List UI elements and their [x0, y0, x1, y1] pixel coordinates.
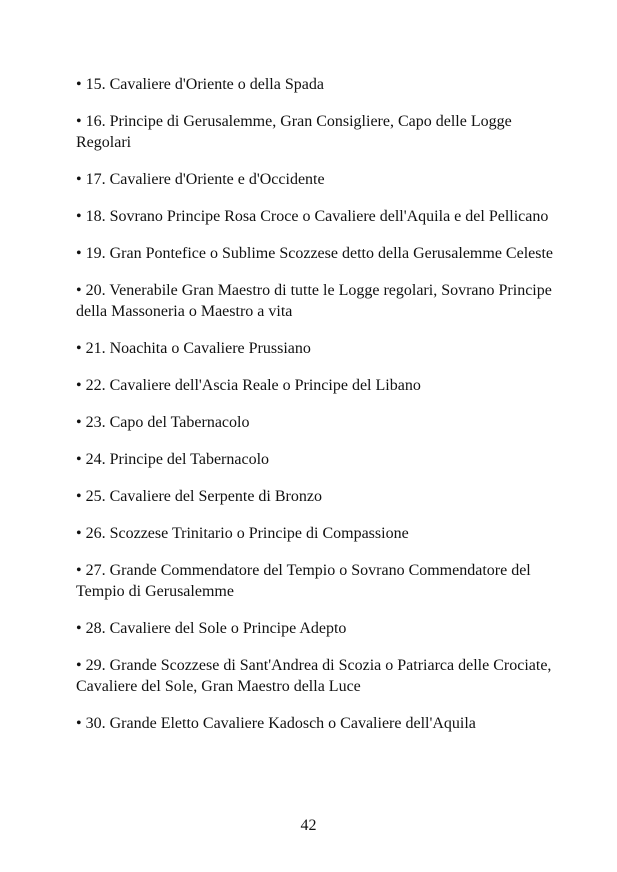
- degree-list: [76, 74, 556, 750]
- list-item: • 29. Grande Scozzese di Sant'Andrea di Scozia o Patriarca delle Crociate, Cavaliere del Sole, Gran Maestro della Luce: [76, 657, 552, 695]
- list-item: • 21. Noachita o Cavaliere Prussiano: [76, 340, 311, 357]
- list-item: • 18. Sovrano Principe Rosa Croce o Cavaliere dell'Aquila e del Pellicano: [76, 208, 549, 225]
- list-item: • 25. Cavaliere del Serpente di Bronzo: [76, 488, 322, 505]
- page-number: 42: [300, 817, 317, 834]
- list-item: • 17. Cavaliere d'Oriente e d'Occidente: [76, 171, 325, 188]
- list-item: • 20. Venerabile Gran Maestro di tutte le Logge regolari, Sovrano Principe della Massoneria o Maestro a vita: [76, 282, 552, 320]
- list-item: • 19. Gran Pontefice o Sublime Scozzese detto della Gerusalemme Celeste: [76, 245, 554, 262]
- list-item: • 16. Principe di Gerusalemme, Gran Consigliere, Capo delle Logge Regolari: [76, 113, 512, 151]
- list-item: • 22. Cavaliere dell'Ascia Reale o Principe del Libano: [76, 377, 421, 394]
- list-item: • 28. Cavaliere del Sole o Principe Adepto: [76, 620, 347, 637]
- list-item: • 23. Capo del Tabernacolo: [76, 414, 250, 431]
- list-item: • 24. Principe del Tabernacolo: [76, 451, 270, 468]
- list-item: • 27. Grande Commendatore del Tempio o Sovrano Commendatore del Tempio di Gerusalemme: [76, 562, 531, 600]
- list-item: • 30. Grande Eletto Cavaliere Kadosch o Cavaliere dell'Aquila: [76, 715, 476, 732]
- list-item: • 26. Scozzese Trinitario o Principe di Compassione: [76, 525, 409, 542]
- list-item: • 15. Cavaliere d'Oriente o della Spada: [76, 76, 324, 93]
